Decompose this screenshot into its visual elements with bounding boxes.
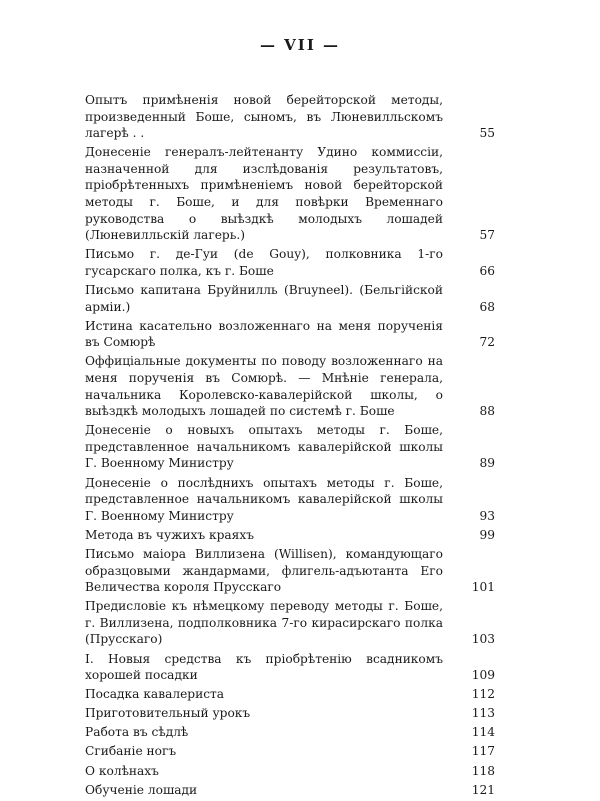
toc-entry — [85, 598, 495, 648]
toc-entry-title: Сгибаніе ногъ — [85, 744, 177, 759]
toc-entry — [85, 144, 495, 244]
toc-entry — [85, 92, 495, 142]
toc-entry-page: 66 — [479, 263, 495, 278]
page-header: — VII — — [259, 36, 341, 54]
toc-entry — [85, 724, 495, 741]
toc-entry-title: О колѣнахъ — [85, 763, 159, 778]
toc-entry-title: Оффиціальные документы по поводу возложеннаго на меня порученія въ Сомюрѣ. — Мнѣніе генерала, начальника Королевско-кавалерійской школы, о выѣздкѣ молодыхъ лошадей по системѣ г. Боше — [85, 354, 443, 419]
toc-entry — [85, 475, 495, 525]
toc-entry-title: Истина касательно возложеннаго на меня порученія въ Сомюрѣ — [85, 318, 443, 350]
toc-entry — [85, 527, 495, 544]
toc-entry — [85, 743, 495, 760]
toc-entry-title: Письмо маіора Виллизена (Willisen), командующаго образцовыми жандармами, флигель-адъютанта Его Величества короля Прусскаго — [85, 546, 443, 595]
toc-entry — [85, 353, 495, 419]
toc-entry — [85, 422, 495, 472]
toc-entry-page: 93 — [479, 508, 495, 523]
toc-entry-page: 72 — [479, 335, 495, 350]
toc-entry-page: 112 — [471, 687, 495, 702]
toc-entry-page: 88 — [479, 404, 495, 419]
toc-entry-page: 114 — [471, 725, 495, 740]
table-of-contents — [85, 92, 495, 801]
toc-entry-page: 103 — [471, 632, 495, 647]
toc-entry-page: 55 — [479, 126, 495, 141]
toc-entry-page: 113 — [471, 706, 495, 721]
toc-entry — [85, 686, 495, 703]
toc-entry — [85, 318, 495, 351]
toc-entry-page: 57 — [479, 228, 495, 243]
toc-entry-page: 118 — [471, 763, 495, 778]
toc-entry-title: Донесеніе генералъ-лейтенанту Удино коммиссіи, назначенной для изслѣдованія результатовъ, пріобрѣтенныхъ примѣненіемъ новой берейторской методы г. Боше, и для повѣрки Временнаго руководства о выѣздкѣ молодыхъ лошадей (Люневилльскій лагерь.) — [85, 145, 443, 243]
toc-entry-title: Приготовительный урокъ — [85, 706, 251, 721]
toc-entry-title: Обученіе лошади — [85, 782, 198, 797]
toc-entry-page: 68 — [479, 299, 495, 314]
toc-entry-page: 89 — [479, 456, 495, 471]
toc-entry-title: Опытъ примѣненія новой берейторской методы, произведенный Боше, сыномъ, въ Люневилльскомъ лагерѣ . . — [85, 93, 443, 141]
toc-entry-title: I. Новыя средства къ пріобрѣтенію всадникомъ хорошей посадки — [85, 651, 443, 683]
toc-entry-page: 99 — [479, 527, 495, 542]
toc-entry — [85, 546, 495, 596]
toc-entry-page: 109 — [471, 668, 495, 683]
toc-entry — [85, 651, 495, 684]
toc-entry-title: Предисловіе къ нѣмецкому переводу методы г. Боше, г. Виллизена, подполковника 7-го кирасирскаго полка (Прусскаго) — [85, 599, 443, 647]
toc-entry-title: Метода въ чужихъ краяхъ — [85, 527, 254, 542]
toc-entry — [85, 705, 495, 722]
toc-entry-page: 117 — [471, 744, 495, 759]
toc-entry-title: Работа въ сѣдлѣ — [85, 725, 189, 740]
toc-entry-title: Письмо г. де-Гуи (de Gouy), полковника 1-го гусарскаго полка, къ г. Боше — [85, 247, 443, 278]
toc-entry — [85, 282, 495, 315]
toc-entry — [85, 246, 495, 279]
toc-entry-page: 121 — [471, 782, 495, 797]
toc-entry — [85, 763, 495, 780]
toc-entry — [85, 782, 495, 799]
toc-entry-title: Донесеніе о новыхъ опытахъ методы г. Боше, представленное начальникомъ кавалерійской школы Г. Военному Министру — [85, 423, 443, 471]
toc-entry-title: Письмо капитана Бруйнилль (Bruyneel). (Бельгійской арміи.) — [85, 283, 443, 314]
toc-entry-title: Донесеніе о послѣднихъ опытахъ методы г. Боше, представленное начальникомъ кавалерійской школы Г. Военному Министру — [85, 475, 443, 523]
toc-entry-page: 101 — [471, 580, 495, 595]
toc-entry-title: Посадка кавалериста — [85, 687, 225, 702]
